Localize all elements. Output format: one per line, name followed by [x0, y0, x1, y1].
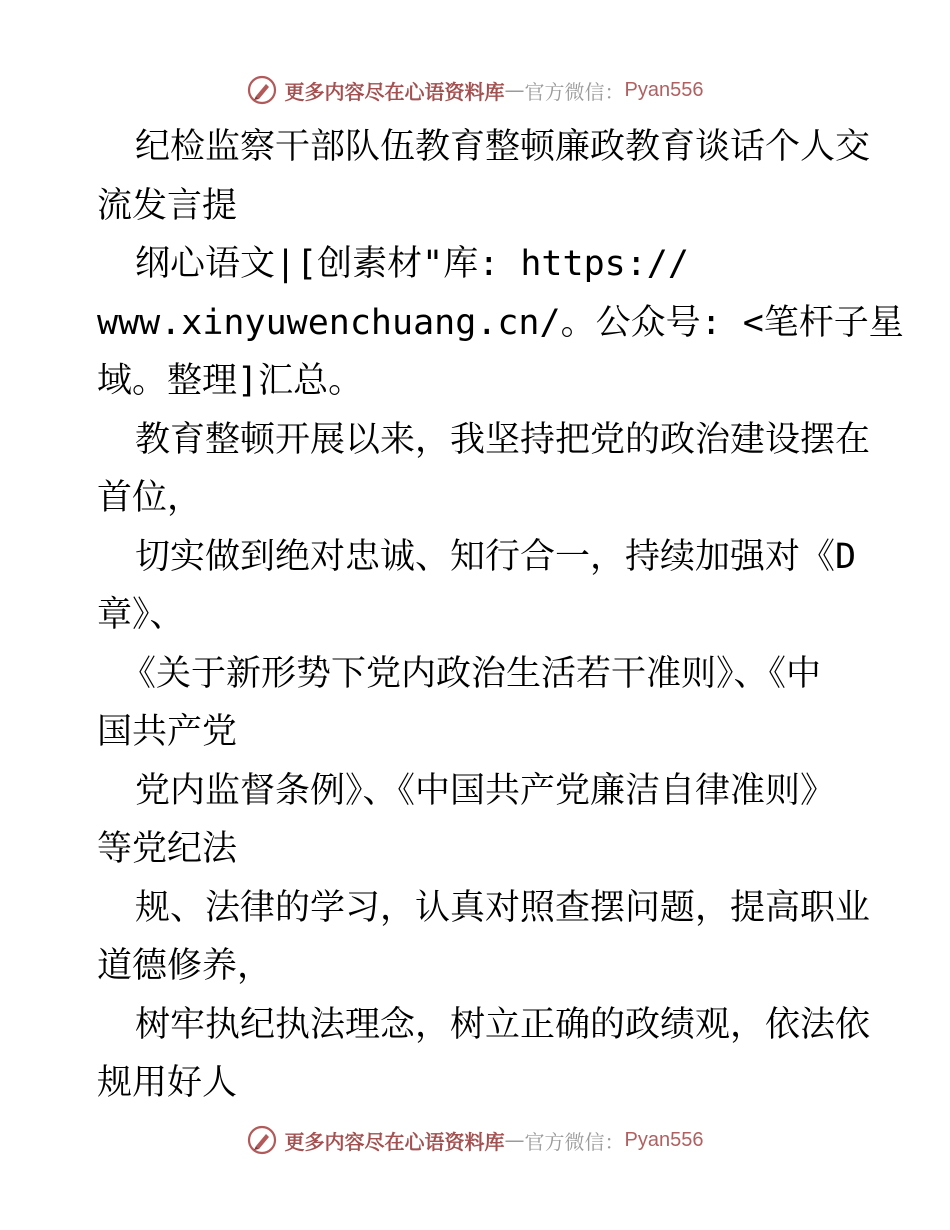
body-line: 教育整顿开展以来，我坚持把党的政治建设摆在 [135, 419, 871, 460]
banner-brand-text: 更多内容尽在心语资料库 [284, 79, 505, 104]
banner-wechat-id: Pyan556 [624, 78, 704, 101]
body-line: 规、法律的学习，认真对照查摆问题，提高职业 [135, 887, 871, 928]
body-line: 纪检监察干部队伍教育整顿廉政教育谈话个人交 [135, 127, 871, 167]
body-line: 切实做到绝对忠诚、知行合一，持续加强对《D [135, 536, 857, 577]
body-line: 首位， [97, 478, 203, 518]
body-line: 等党纪法 [97, 829, 238, 869]
footer-banner [0, 1120, 950, 1160]
body-line: 道德修养， [97, 946, 273, 986]
body-line: 章》、 [97, 595, 185, 635]
body-line: 规用好人 [97, 1063, 238, 1103]
body-line: 流发言提 [97, 185, 238, 226]
banner-brand-text: 更多内容尽在心语资料库 [284, 1129, 505, 1154]
pen-logo-icon [247, 75, 277, 105]
body-line: 党内监督条例》、《中国共产党廉洁自律准则》 [135, 770, 836, 811]
banner-wechat-id: Pyan556 [624, 1128, 704, 1151]
banner-dash: — [504, 1128, 525, 1152]
body-line: 国共产党 [97, 712, 238, 752]
header-banner [0, 70, 950, 110]
banner-wechat-label: 官方微信： [524, 1129, 625, 1154]
banner-dash: — [504, 78, 525, 102]
body-line: www.xinyuwenchuang.cn/。公众号: <笔杆子星 [97, 302, 904, 343]
body-line: 域。整理]汇总。 [97, 361, 364, 401]
pen-logo-icon [247, 1125, 277, 1155]
banner-wechat-label: 官方微信： [524, 79, 625, 104]
body-line: 树牢执纪执法理念，树立正确的政绩观，依法依 [135, 1004, 871, 1045]
body-line: 《关于新形势下党内政治生活若干准则》、《中 [121, 653, 822, 694]
body-line: 纲心语文|[创素材"库: https:// [135, 244, 689, 284]
document-body [97, 118, 904, 1113]
